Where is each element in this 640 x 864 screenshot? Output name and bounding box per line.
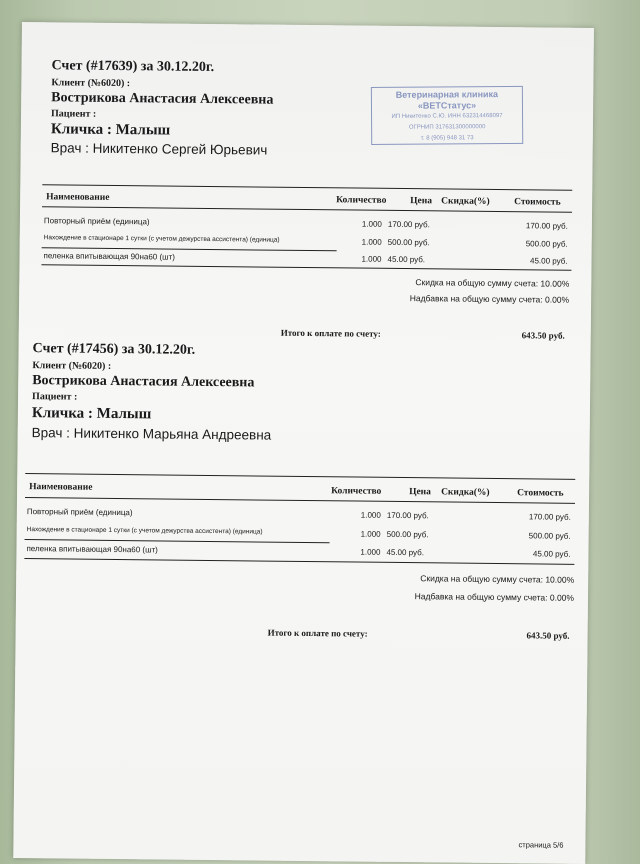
- stamp-line: «ВЕТСтатус»: [417, 100, 477, 111]
- total-value: 643.50 руб.: [526, 630, 570, 641]
- markup-text: Надбавка на общую сумму счета: 0.00%: [409, 293, 570, 305]
- patient-label: Пациент :: [32, 391, 78, 403]
- row-price: 45.00 руб.: [387, 254, 426, 265]
- row-name: пеленка впитывающая 90на60 (шт): [26, 544, 158, 555]
- stamp-line: Ветеринарная клиника: [395, 89, 499, 100]
- patient-label: Пациент :: [50, 108, 97, 120]
- row-qty: 1.000: [361, 219, 382, 229]
- row-name: Повторный приём (единица): [26, 507, 133, 518]
- row-cost: 170.00 руб.: [525, 221, 568, 231]
- row-name: Нахождение в стационаре 1 сутки (с учетом дежурства ассистента) (единица): [43, 234, 280, 244]
- row-name: Нахождение в стационаре 1 сутки (с учетом дежурства ассистента) (единица): [26, 526, 263, 536]
- row-qty: 1.000: [360, 547, 381, 557]
- page-number: страница 5/6: [518, 840, 564, 850]
- stamp-line: т. 8 (905) 948 31 73: [420, 135, 474, 142]
- row-cost: 45.00 руб.: [529, 256, 568, 266]
- discount-text: Скидка на общую сумму счета: 10.00%: [420, 573, 575, 585]
- invoice-2: [19, 307, 591, 641]
- col-header-qty: Количество: [336, 195, 387, 206]
- row-cost: 500.00 руб.: [528, 531, 571, 541]
- row-price: 170.00 руб.: [386, 510, 429, 521]
- col-header-discount: Скидка(%): [441, 196, 490, 207]
- row-qty: 1.000: [360, 510, 381, 520]
- col-header-discount: Скидка(%): [441, 487, 490, 498]
- discount-text: Скидка на общую сумму счета: 10.00%: [415, 277, 570, 289]
- row-cost: 500.00 руб.: [525, 239, 568, 249]
- client-name: Вострикова Анастасия Алексеевна: [51, 90, 274, 108]
- col-header-name: Наименование: [46, 192, 110, 203]
- col-header-cost: Стоимость: [517, 488, 564, 499]
- client-label: Клиент (№6020) :: [51, 77, 131, 90]
- col-header-price: Цена: [410, 196, 433, 207]
- row-price: 500.00 руб.: [387, 237, 430, 248]
- pet-name: Кличка : Малыш: [50, 121, 171, 139]
- doctor-name: Врач : Никитенко Сергей Юрьевич: [50, 140, 268, 158]
- col-header-qty: Количество: [331, 486, 382, 497]
- col-header-cost: Стоимость: [514, 197, 561, 208]
- total-label: Итого к оплате по счету:: [280, 327, 381, 339]
- row-cost: 45.00 руб.: [532, 549, 571, 559]
- invoice-title: Счет (#17456) за 30.12.20г.: [32, 341, 196, 358]
- row-qty: 1.000: [361, 237, 382, 247]
- row-name: Повторный приём (единица): [43, 216, 150, 227]
- table-bottom-rule: [41, 264, 571, 271]
- row-price: 45.00 руб.: [386, 547, 425, 558]
- row-price: 500.00 руб.: [386, 529, 429, 540]
- row-price: 170.00 руб.: [387, 219, 430, 230]
- document-page: [13, 22, 594, 864]
- table-top-rule: [42, 184, 572, 191]
- stamp-line: ОГРНИП 317631300000000: [408, 124, 486, 131]
- table-top-rule: [25, 473, 575, 480]
- row-qty: 1.000: [360, 529, 381, 539]
- client-name: Вострикова Анастасия Алексеевна: [32, 373, 255, 391]
- row-name: пеленка впитывающая 90на60 (шт): [43, 251, 175, 262]
- stamp-line: ИП Никитенко С.Ю. ИНН 632314468097: [391, 113, 503, 120]
- invoice-title: Счет (#17639) за 30.12.20г.: [51, 58, 215, 76]
- doctor-name: Врач : Никитенко Марьяна Андреевна: [31, 425, 272, 443]
- row-qty: 1.000: [361, 254, 382, 264]
- total-label: Итого к оплате по счету:: [267, 627, 368, 639]
- row-cost: 170.00 руб.: [528, 512, 571, 522]
- col-header-price: Цена: [409, 487, 431, 498]
- table-header-rule: [42, 206, 572, 213]
- clinic-stamp: [371, 86, 523, 145]
- total-value: 643.50 руб.: [521, 330, 565, 341]
- markup-text: Надбавка на общую сумму счета: 0.00%: [414, 591, 575, 603]
- table-header-rule: [25, 497, 575, 504]
- row-divider: [25, 539, 330, 543]
- pet-name: Кличка : Малыш: [31, 405, 152, 423]
- col-header-name: Наименование: [29, 482, 93, 493]
- table-bottom-rule: [24, 558, 574, 565]
- client-label: Клиент (№6020) :: [32, 360, 112, 372]
